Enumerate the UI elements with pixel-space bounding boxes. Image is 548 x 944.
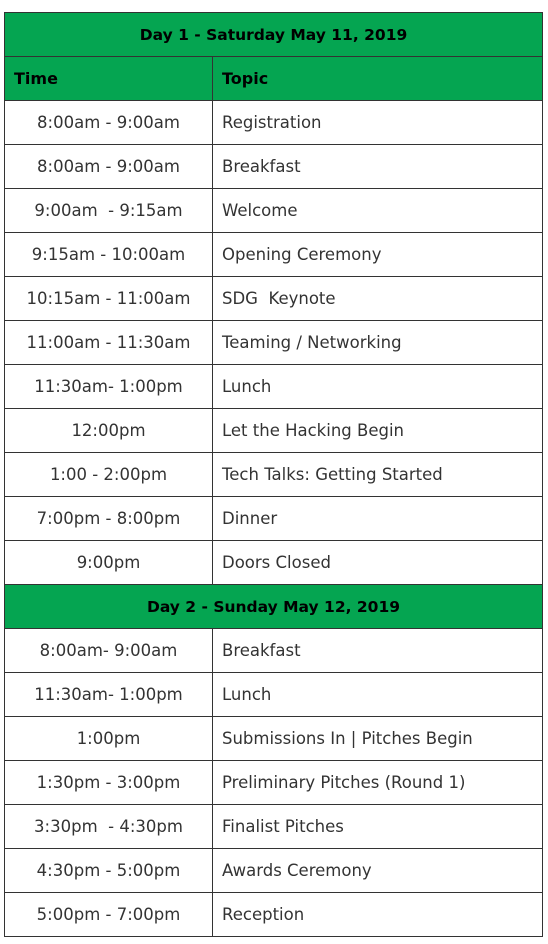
table-row — [5, 453, 543, 497]
time-cell: 9:00pm — [5, 541, 213, 585]
time-column-header: Time — [5, 57, 213, 101]
table-row — [5, 321, 543, 365]
topic-cell: Dinner — [213, 497, 543, 541]
table-row — [5, 761, 543, 805]
topic-cell: Teaming / Networking — [213, 321, 543, 365]
topic-cell: Finalist Pitches — [213, 805, 543, 849]
day-1-header-row — [5, 13, 543, 57]
topic-cell: Breakfast — [213, 629, 543, 673]
table-row — [5, 717, 543, 761]
time-cell: 11:30am- 1:00pm — [5, 673, 213, 717]
topic-cell: Lunch — [213, 673, 543, 717]
time-cell: 7:00pm - 8:00pm — [5, 497, 213, 541]
table-row — [5, 189, 543, 233]
time-cell: 8:00am - 9:00am — [5, 145, 213, 189]
day-2-title: Day 2 - Sunday May 12, 2019 — [5, 585, 543, 629]
schedule-table — [4, 12, 543, 937]
time-cell: 4:30pm - 5:00pm — [5, 849, 213, 893]
topic-cell: Submissions In | Pitches Begin — [213, 717, 543, 761]
time-cell: 5:00pm - 7:00pm — [5, 893, 213, 937]
time-cell: 9:00am - 9:15am — [5, 189, 213, 233]
time-cell: 1:30pm - 3:00pm — [5, 761, 213, 805]
topic-cell: Welcome — [213, 189, 543, 233]
time-cell: 11:30am- 1:00pm — [5, 365, 213, 409]
table-row — [5, 409, 543, 453]
time-cell: 3:30pm - 4:30pm — [5, 805, 213, 849]
time-cell: 1:00pm — [5, 717, 213, 761]
topic-cell: SDG Keynote — [213, 277, 543, 321]
time-cell: 8:00am - 9:00am — [5, 101, 213, 145]
table-row — [5, 101, 543, 145]
table-row — [5, 497, 543, 541]
time-cell: 9:15am - 10:00am — [5, 233, 213, 277]
topic-cell: Tech Talks: Getting Started — [213, 453, 543, 497]
topic-cell: Reception — [213, 893, 543, 937]
topic-cell: Opening Ceremony — [213, 233, 543, 277]
time-cell: 11:00am - 11:30am — [5, 321, 213, 365]
topic-cell: Awards Ceremony — [213, 849, 543, 893]
topic-cell: Doors Closed — [213, 541, 543, 585]
time-cell: 8:00am- 9:00am — [5, 629, 213, 673]
time-cell: 10:15am - 11:00am — [5, 277, 213, 321]
topic-cell: Registration — [213, 101, 543, 145]
topic-cell: Let the Hacking Begin — [213, 409, 543, 453]
topic-cell: Lunch — [213, 365, 543, 409]
table-row — [5, 805, 543, 849]
schedule-body — [5, 13, 543, 937]
time-cell: 12:00pm — [5, 409, 213, 453]
column-header-row — [5, 57, 543, 101]
table-row — [5, 277, 543, 321]
table-row — [5, 673, 543, 717]
topic-cell: Breakfast — [213, 145, 543, 189]
topic-cell: Preliminary Pitches (Round 1) — [213, 761, 543, 805]
table-row — [5, 629, 543, 673]
table-row — [5, 233, 543, 277]
table-row — [5, 541, 543, 585]
table-row — [5, 365, 543, 409]
time-cell: 1:00 - 2:00pm — [5, 453, 213, 497]
table-row — [5, 893, 543, 937]
day-1-title: Day 1 - Saturday May 11, 2019 — [5, 13, 543, 57]
topic-column-header: Topic — [213, 57, 543, 101]
day-2-header-row — [5, 585, 543, 629]
table-row — [5, 145, 543, 189]
table-row — [5, 849, 543, 893]
